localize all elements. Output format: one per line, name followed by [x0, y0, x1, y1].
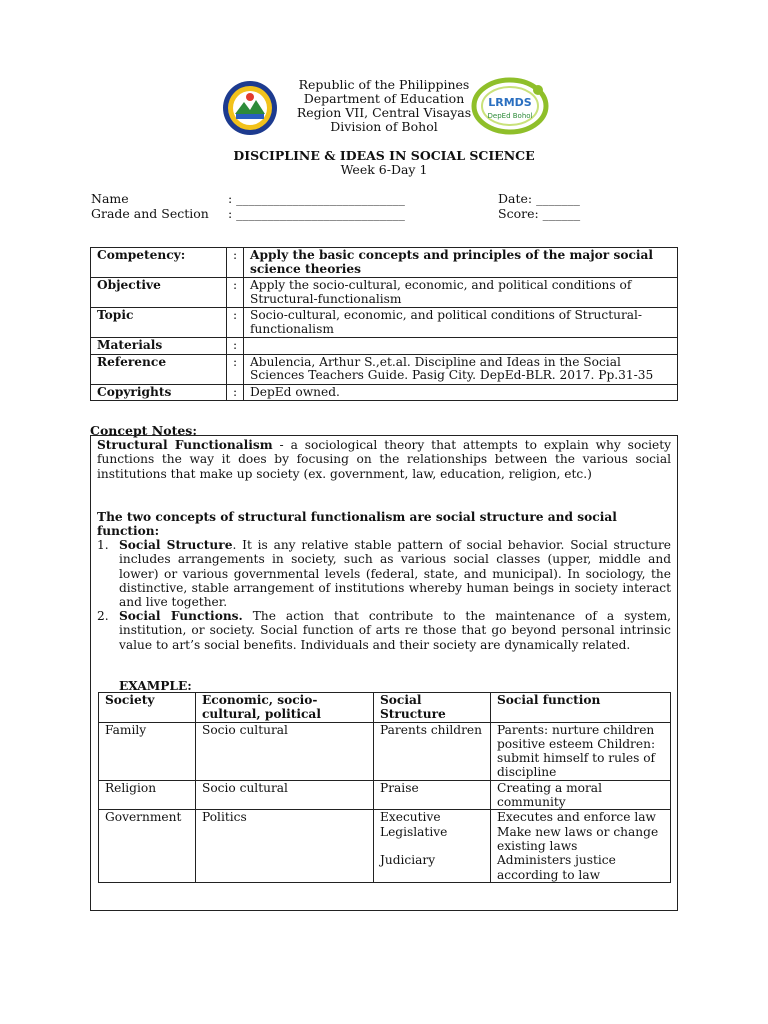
info-value: Apply the socio-cultural, economic, and political conditions of Structural-functionalism [244, 278, 678, 308]
office-header [240, 78, 528, 134]
social-functions-text: The action that contribute to the maintenance of a system, institution, or society. Social function of arts re those that go beyond personal intrinsic value to art’s social benefits. Individuals and their society are dynamically related. [119, 609, 672, 652]
social-structure-term: Social Structure [119, 538, 233, 552]
info-value [244, 338, 678, 355]
cell-structure: Parents children [374, 722, 491, 780]
cell-economic: Socio cultural [196, 722, 374, 780]
header-line-2: Department of Education [303, 91, 465, 106]
header-social-function: Social function [491, 693, 671, 723]
structural-functionalism-definition [97, 438, 671, 481]
info-colon: : [227, 338, 244, 355]
info-row-competency [91, 248, 678, 278]
name-label: Name [91, 191, 129, 206]
social-functions-item [119, 609, 671, 652]
info-key: Topic [91, 308, 227, 338]
example-label: EXAMPLE: [119, 679, 192, 693]
function-judiciary: Administers justice according to law [497, 853, 616, 882]
header-line-1: Republic of the Philippines [298, 77, 470, 92]
header-line-3: Region VII, Central Visayas [296, 105, 472, 120]
info-colon: : [227, 248, 244, 278]
info-row-materials [91, 338, 678, 355]
item-1-number: 1. [97, 538, 109, 552]
table-row [99, 780, 671, 810]
function-executive: Executes and enforce law [497, 810, 656, 825]
info-colon: : [227, 308, 244, 338]
grade-section-field[interactable]: : ___________________________ [228, 206, 405, 221]
header-economic: Economic, socio-cultural, political [196, 693, 374, 723]
name-field[interactable]: : ___________________________ [228, 191, 405, 206]
date-field[interactable]: Date: _______ [498, 191, 580, 206]
social-structure-item [119, 538, 671, 609]
cell-function: Parents: nurture children positive esteem Children: submit himself to rules of discipline [491, 722, 671, 780]
structure-judiciary: Judiciary [380, 853, 436, 868]
header-line-4: Division of Bohol [330, 119, 438, 134]
sf-definition-text: - a sociological theory that attempts to explain why society functions the way it does by focusing on the relationships between the various social institutions that make up society (ex. government, law, education, religion, etc.) [97, 438, 671, 481]
info-row-reference [91, 354, 678, 384]
info-row-objective [91, 278, 678, 308]
cell-function [491, 810, 671, 882]
info-row-topic [91, 308, 678, 338]
info-key: Objective [91, 278, 227, 308]
info-key: Competency: [91, 248, 227, 278]
social-functions-term: Social Functions. [119, 609, 243, 623]
grade-section-label: Grade and Section [91, 206, 209, 221]
lrmds-subtext: DepEd Bohol [487, 112, 533, 120]
sf-term: Structural Functionalism [97, 438, 273, 452]
info-key: Copyrights [91, 384, 227, 401]
table-row [99, 722, 671, 780]
example-table-header [99, 693, 671, 723]
item-2-number: 2. [97, 609, 109, 623]
info-row-copyrights [91, 384, 678, 401]
cell-society: Family [99, 722, 196, 780]
info-value: Apply the basic concepts and principles of the major social science theories [244, 248, 678, 278]
cell-structure [374, 810, 491, 882]
score-field[interactable]: Score: ______ [498, 206, 581, 221]
cell-society: Religion [99, 780, 196, 810]
info-colon: : [227, 384, 244, 401]
header-society: Society [99, 693, 196, 723]
cell-structure: Praise [374, 780, 491, 810]
document-title: DISCIPLINE & IDEAS IN SOCIAL SCIENCE [233, 148, 535, 163]
lrmds-text: LRMDS [488, 96, 532, 109]
concept-notes-label: Concept Notes: [90, 423, 197, 438]
info-value: Socio-cultural, economic, and political conditions of Structural-functionalism [244, 308, 678, 338]
cell-economic: Politics [196, 810, 374, 882]
cell-function: Creating a moral community [491, 780, 671, 810]
info-key: Materials [91, 338, 227, 355]
structure-legislative: Legislative [380, 824, 448, 839]
info-colon: : [227, 278, 244, 308]
table-row [99, 810, 671, 882]
function-legislative: Make new laws or change existing laws [497, 824, 659, 853]
document-subtitle: Week 6-Day 1 [340, 162, 428, 177]
cell-society: Government [99, 810, 196, 882]
lesson-info-table [90, 247, 678, 401]
cell-economic: Socio cultural [196, 780, 374, 810]
info-key: Reference [91, 354, 227, 384]
header-social-structure: Social Structure [374, 693, 491, 723]
info-value: Abulencia, Arthur S.,et.al. Discipline and Ideas in the Social Sciences Teachers Guide. Pasig City. DepEd-BLR. 2017. Pp.31-35 [244, 354, 678, 384]
info-value: DepEd owned. [244, 384, 678, 401]
info-colon: : [227, 354, 244, 384]
structure-executive: Executive [380, 810, 441, 825]
example-table [98, 692, 671, 883]
social-structure-text: . It is any relative stable pattern of social behavior. Social structure includes arrangements in society, such as various social classes (upper, middle and lower) or various governmental levels (federal, state, and municipal). In sociology, the distinctive, stable arrangement of institutions whereby human beings in society interact and live together. [119, 538, 671, 610]
two-concepts-statement: The two concepts of structural functionalism are social structure and social function: [97, 510, 617, 539]
